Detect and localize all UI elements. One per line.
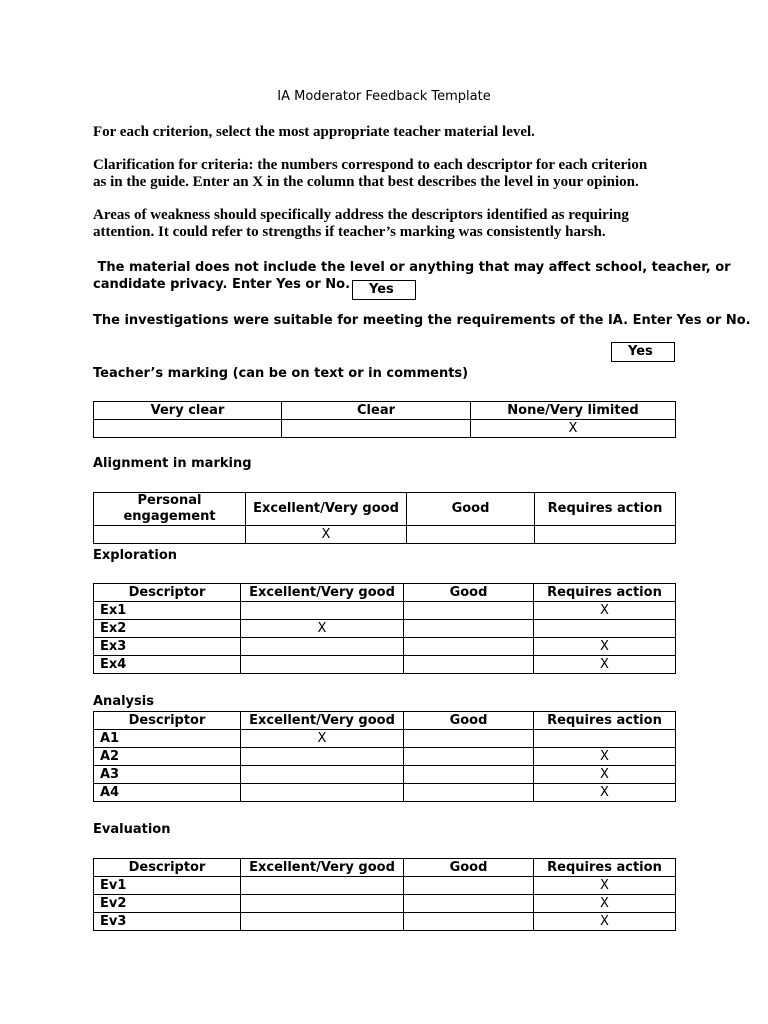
investigations-answer-field[interactable]: Yes (611, 342, 675, 362)
descriptor-cell: Ev2 (94, 895, 241, 913)
table-cell[interactable] (241, 638, 404, 656)
table-cell[interactable] (282, 420, 471, 438)
table-cell[interactable]: X (534, 784, 676, 802)
descriptor-cell: Ex3 (94, 638, 241, 656)
column-header: Requires action (535, 493, 676, 526)
column-header: Very clear (94, 402, 282, 420)
table-row (94, 748, 676, 766)
table-header-row (94, 402, 676, 420)
table-cell[interactable] (241, 748, 404, 766)
table-cell[interactable] (241, 784, 404, 802)
column-header: Excellent/Very good (241, 584, 404, 602)
table-cell[interactable] (404, 877, 534, 895)
intro-weakness-line1: Areas of weakness should specifically address the descriptors identified as requiring (93, 207, 629, 223)
table-row (94, 913, 676, 931)
table-row (94, 895, 676, 913)
privacy-statement-line1: The material does not include the level or anything that may affect school, teacher, or (93, 260, 731, 275)
table-header-row (94, 584, 676, 602)
descriptor-cell: A4 (94, 784, 241, 802)
column-header: Personal engagement (94, 493, 246, 526)
table-header-row (94, 859, 676, 877)
column-header: Descriptor (94, 712, 241, 730)
descriptor-cell: Ev3 (94, 913, 241, 931)
exploration-table (93, 583, 676, 674)
table-row (94, 730, 676, 748)
column-header: Excellent/Very good (241, 859, 404, 877)
alignment-heading: Alignment in marking (93, 456, 252, 471)
evaluation-heading: Evaluation (93, 822, 171, 837)
descriptor-cell: A1 (94, 730, 241, 748)
descriptor-cell: Ex2 (94, 620, 241, 638)
table-row (94, 877, 676, 895)
teacher-marking-table (93, 401, 676, 438)
table-cell[interactable]: X (241, 730, 404, 748)
column-header: Excellent/Very good (241, 712, 404, 730)
table-cell[interactable] (407, 526, 535, 544)
table-row (94, 602, 676, 620)
column-header: Good (404, 859, 534, 877)
column-header: Descriptor (94, 584, 241, 602)
page-title: IA Moderator Feedback Template (277, 89, 491, 104)
table-cell[interactable] (534, 730, 676, 748)
column-header: Good (407, 493, 535, 526)
descriptor-cell: Ev1 (94, 877, 241, 895)
table-cell[interactable] (241, 656, 404, 674)
evaluation-table (93, 858, 676, 931)
table-cell[interactable]: X (534, 748, 676, 766)
column-header: None/Very limited (471, 402, 676, 420)
analysis-table (93, 711, 676, 802)
table-cell[interactable] (241, 877, 404, 895)
intro-instruction: For each criterion, select the most appropriate teacher material level. (93, 124, 535, 140)
table-cell[interactable] (404, 895, 534, 913)
column-header: Excellent/Very good (246, 493, 407, 526)
table-cell[interactable] (241, 602, 404, 620)
column-header: Clear (282, 402, 471, 420)
table-cell[interactable]: X (534, 656, 676, 674)
table-cell[interactable] (404, 638, 534, 656)
table-cell[interactable] (404, 766, 534, 784)
intro-weakness-line2: attention. It could refer to strengths if teacher’s marking was consistently harsh. (93, 224, 606, 240)
table-row (94, 638, 676, 656)
privacy-answer-field[interactable]: Yes (352, 280, 416, 300)
descriptor-cell: A3 (94, 766, 241, 784)
table-row (94, 766, 676, 784)
table-cell[interactable]: X (534, 638, 676, 656)
table-cell[interactable]: X (534, 877, 676, 895)
column-header: Descriptor (94, 859, 241, 877)
table-cell[interactable] (404, 656, 534, 674)
table-cell[interactable] (404, 602, 534, 620)
table-cell[interactable]: X (534, 913, 676, 931)
table-cell[interactable] (94, 420, 282, 438)
table-cell[interactable] (241, 766, 404, 784)
table-row (94, 420, 676, 438)
table-header-row (94, 712, 676, 730)
table-row (94, 526, 676, 544)
investigations-statement: The investigations were suitable for meeting the requirements of the IA. Enter Yes or No. (93, 313, 751, 328)
table-cell[interactable]: X (534, 766, 676, 784)
column-header: Requires action (534, 712, 676, 730)
table-cell[interactable] (404, 620, 534, 638)
table-header-row (94, 493, 676, 526)
table-cell[interactable] (404, 913, 534, 931)
table-cell[interactable] (404, 730, 534, 748)
privacy-statement-line2: candidate privacy. Enter Yes or No. (93, 277, 351, 292)
table-cell[interactable] (241, 895, 404, 913)
column-header: Good (404, 584, 534, 602)
alignment-table (93, 492, 676, 544)
table-cell[interactable] (534, 620, 676, 638)
exploration-heading: Exploration (93, 548, 177, 563)
table-cell[interactable] (94, 526, 246, 544)
descriptor-cell: A2 (94, 748, 241, 766)
intro-clarification-line1: Clarification for criteria: the numbers correspond to each descriptor for each criterion (93, 157, 648, 173)
table-cell[interactable]: X (534, 602, 676, 620)
table-cell[interactable] (535, 526, 676, 544)
teacher-marking-heading: Teacher’s marking (can be on text or in comments) (93, 366, 469, 381)
table-cell[interactable]: X (246, 526, 407, 544)
descriptor-cell: Ex4 (94, 656, 241, 674)
table-cell[interactable]: X (241, 620, 404, 638)
column-header: Requires action (534, 859, 676, 877)
table-row (94, 656, 676, 674)
table-cell[interactable] (241, 913, 404, 931)
descriptor-cell: Ex1 (94, 602, 241, 620)
intro-clarification-line2: as in the guide. Enter an X in the column that best describes the level in your opinion. (93, 174, 639, 190)
column-header: Requires action (534, 584, 676, 602)
column-header: Good (404, 712, 534, 730)
table-row (94, 784, 676, 802)
table-cell[interactable] (404, 784, 534, 802)
table-cell[interactable]: X (471, 420, 676, 438)
analysis-heading: Analysis (93, 694, 154, 709)
table-cell[interactable]: X (534, 895, 676, 913)
table-row (94, 620, 676, 638)
table-cell[interactable] (404, 748, 534, 766)
